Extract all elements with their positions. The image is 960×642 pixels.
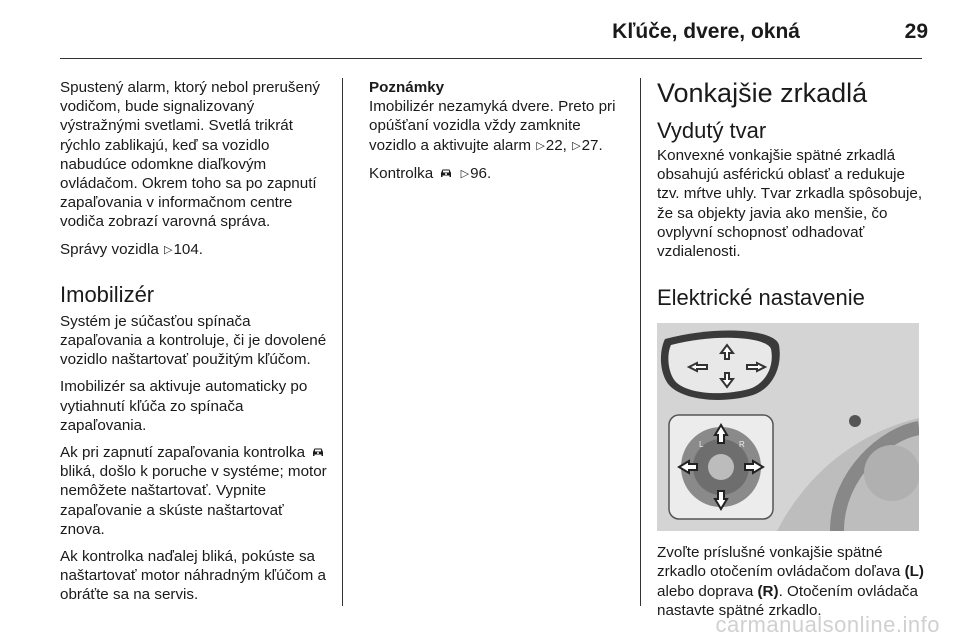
note-text: Imobilizér nezamyká dvere. Preto pri opúšťaní vozidla vždy zamknite vozidlo a aktivujte alarm [369,98,616,154]
adjust-text-c: . Otočením ovládača nastavte spätné zrkadlo. [657,582,918,619]
indicator-paragraph [369,164,627,184]
note-block [369,78,627,156]
column-3 [657,78,927,628]
watermark: carmanualsonline.info [715,612,940,637]
immobilizer-service-paragraph: Ak kontrolka naďalej bliká, pokúste sa naštartovať motor náhradným kľúčom a obráťte sa na servis. [60,548,326,604]
car-key-icon [439,167,453,179]
reference-arrow-icon: ▷ [460,167,470,180]
mirrors-heading: Vonkajšie zrkadlá [657,78,868,108]
electric-adjustment-paragraph [657,543,927,620]
note-ref-2[interactable]: 27. [581,136,603,154]
right-label: (R) [757,582,779,600]
reference-arrow-icon: ▷ [536,139,545,152]
convex-shape-paragraph: Konvexné vonkajšie spätné zrkadlá obsahujú asférickú oblasť a redukuje tzv. mŕtve uhly. Tvar zrkadla spôsobuje, že sa objekty javia ako menšie, čo ovplyvní schopnosť odhadovať vzdialenosti. [657,147,923,261]
header-divider [60,58,922,59]
vehicle-messages-ref[interactable]: 104. [173,240,204,258]
immobilizer-heading: Imobilizér [60,281,155,307]
column-1 [60,78,330,613]
reference-arrow-icon: ▷ [164,243,173,256]
vehicle-messages-paragraph [60,240,330,260]
immobilizer-activation-paragraph: Imobilizér sa aktivuje automaticky po vytiahnutí kľúča zo spínača zapaľovania. [60,378,308,434]
page-header-title: Kľúče, dvere, okná [612,20,800,43]
indicator-ref[interactable]: 96. [470,164,492,182]
reference-arrow-icon: ▷ [572,139,581,152]
column-2 [369,78,627,192]
immobilizer-system-paragraph: Systém je súčasťou spínača zapaľovania a kontroluje, či je dovolené vozidlo naštartovať použitým kľúčom. [60,312,327,369]
electric-adjustment-heading: Elektrické nastavenie [657,285,865,311]
alarm-paragraph: Spustený alarm, ktorý nebol prerušený vodičom, bude signalizovaný výstražnými svetlami. Svetlá trikrát rýchlo zablikajú, keď sa vozidlo nabudúce odomkne diaľkovým ovládačom. Okrem toho sa po zapnutí zapaľovania v informačnom centre vodiča zobrazí varovná správa. [60,79,321,231]
selector-L-label: L [699,440,704,450]
adjust-text-a: Zvoľte príslušné vonkajšie spätné zrkadlo otočením ovládačom doľava [657,544,901,581]
left-label: (L) [904,563,924,581]
note-ref-1[interactable]: 22, [545,136,567,154]
adjust-text-b: alebo doprava [657,582,754,600]
convex-shape-heading: Vydutý tvar [657,118,767,143]
column-divider-2 [640,78,641,606]
fault-text-a: Ak pri zapnutí zapaľovania kontrolka [60,444,306,462]
indicator-text: Kontrolka [369,164,434,182]
car-key-icon [311,446,325,458]
selector-R-label: R [739,440,745,450]
fault-text-b: bliká, došlo k poruche v systéme; motor nemôžete naštartovať. Vypnite zapaľovanie a skúste naštartovať znova. [60,463,327,538]
vehicle-messages-text: Správy vozidla [60,240,159,258]
column-divider-1 [342,78,343,606]
note-title: Poznámky [369,79,445,96]
page-number: 29 [904,20,928,43]
immobilizer-fault-paragraph [60,443,330,539]
mirror-control-illustration [657,323,919,531]
